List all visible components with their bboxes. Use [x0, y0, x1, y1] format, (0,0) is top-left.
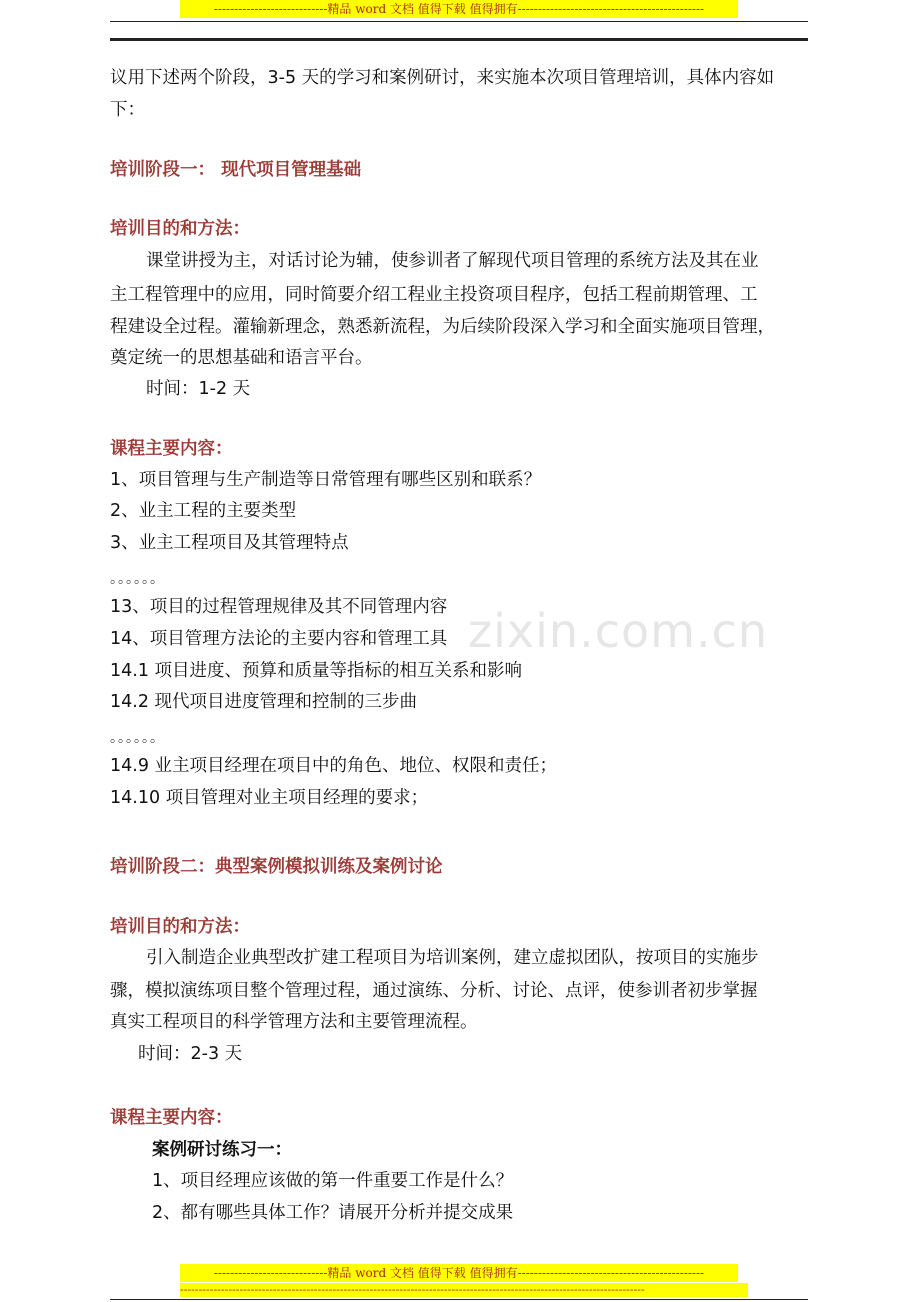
- header-rule: [110, 21, 808, 22]
- intro-line-1: 议用下述两个阶段，3-5 天的学习和案例研讨，来实施本次项目管理培训，具体内容如: [110, 68, 775, 88]
- stage1-method-heading: 培训目的和方法：: [110, 219, 250, 239]
- stage2-time: 时间：2-3 天: [138, 1044, 243, 1064]
- list-item: 14.2 现代项目进度管理和控制的三步曲: [110, 692, 418, 712]
- list-item: 3、业主工程项目及其管理特点: [110, 533, 349, 553]
- intro-line-2: 下：: [110, 100, 145, 120]
- watermark: zixin.com.cn: [468, 604, 769, 658]
- list-item: 2、业主工程的主要类型: [110, 501, 297, 521]
- list-item: 2、都有哪些具体工作？请展开分析并提交成果: [152, 1203, 514, 1223]
- list-item: 14、项目管理方法论的主要内容和管理工具: [110, 629, 448, 649]
- stage1-title: 培训阶段一： 现代项目管理基础: [110, 160, 362, 180]
- list-item: 14.10 项目管理对业主项目经理的要求；: [110, 788, 429, 808]
- stage1-method-line-4: 奠定统一的思想基础和语言平台。: [110, 348, 373, 368]
- stage2-method-heading: 培训目的和方法：: [110, 917, 250, 937]
- footer-banner: ----------------------------精品 word 文档 值得下载 值得拥有----------------------------------------------: [180, 1264, 738, 1282]
- stage1-content-heading: 课程主要内容：: [110, 439, 233, 459]
- header-double-rule: [110, 38, 808, 41]
- stage1-method-line-1: 课堂讲授为主，对话讨论为辅，使参训者了解现代项目管理的系统方法及其在业: [146, 251, 759, 271]
- list-item: 1、项目管理与生产制造等日常管理有哪些区别和联系？: [110, 470, 542, 490]
- stage2-title: 培训阶段二：典型案例模拟训练及案例讨论: [110, 857, 443, 877]
- ellipsis-2: 。。。。。。: [110, 730, 165, 746]
- stage2-method-line-1: 引入制造企业典型改扩建工程项目为培训案例，建立虚拟团队，按项目的实施步: [146, 948, 759, 968]
- list-item: 13、项目的过程管理规律及其不同管理内容: [110, 597, 448, 617]
- stage2-content-heading: 课程主要内容：: [110, 1108, 233, 1128]
- stage1-method-line-3: 程建设全过程。灌输新理念，熟悉新流程，为后续阶段深入学习和全面实施项目管理，: [110, 317, 775, 337]
- stage2-method-line-2: 骤，模拟演练项目整个管理过程，通过演练、分析、讨论、点评，使参训者初步掌握: [110, 981, 758, 1001]
- list-item: 14.1 项目进度、预算和质量等指标的相互关系和影响: [110, 661, 523, 681]
- list-item: 1、项目经理应该做的第一件重要工作是什么？: [152, 1171, 514, 1191]
- stage1-time: 时间：1-2 天: [146, 379, 251, 399]
- header-banner: ----------------------------精品 word 文档 值得下载 值得拥有----------------------------------------------: [180, 0, 738, 18]
- ellipsis-1: 。。。。。。: [110, 571, 165, 587]
- stage1-method-line-2: 主工程管理中的应用，同时简要介绍工程业主投资项目程序，包括工程前期管理、工: [110, 285, 758, 305]
- list-item: 14.9 业主项目经理在项目中的角色、地位、权限和责任；: [110, 756, 558, 776]
- footer-rule: [110, 1299, 808, 1300]
- footer-dashes: -----------------------------------------------------------------------------------------------------------------------------: [180, 1283, 748, 1297]
- stage2-method-line-3: 真实工程项目的科学管理方法和主要管理流程。: [110, 1012, 478, 1032]
- exercise-heading: 案例研讨练习一：: [152, 1140, 292, 1160]
